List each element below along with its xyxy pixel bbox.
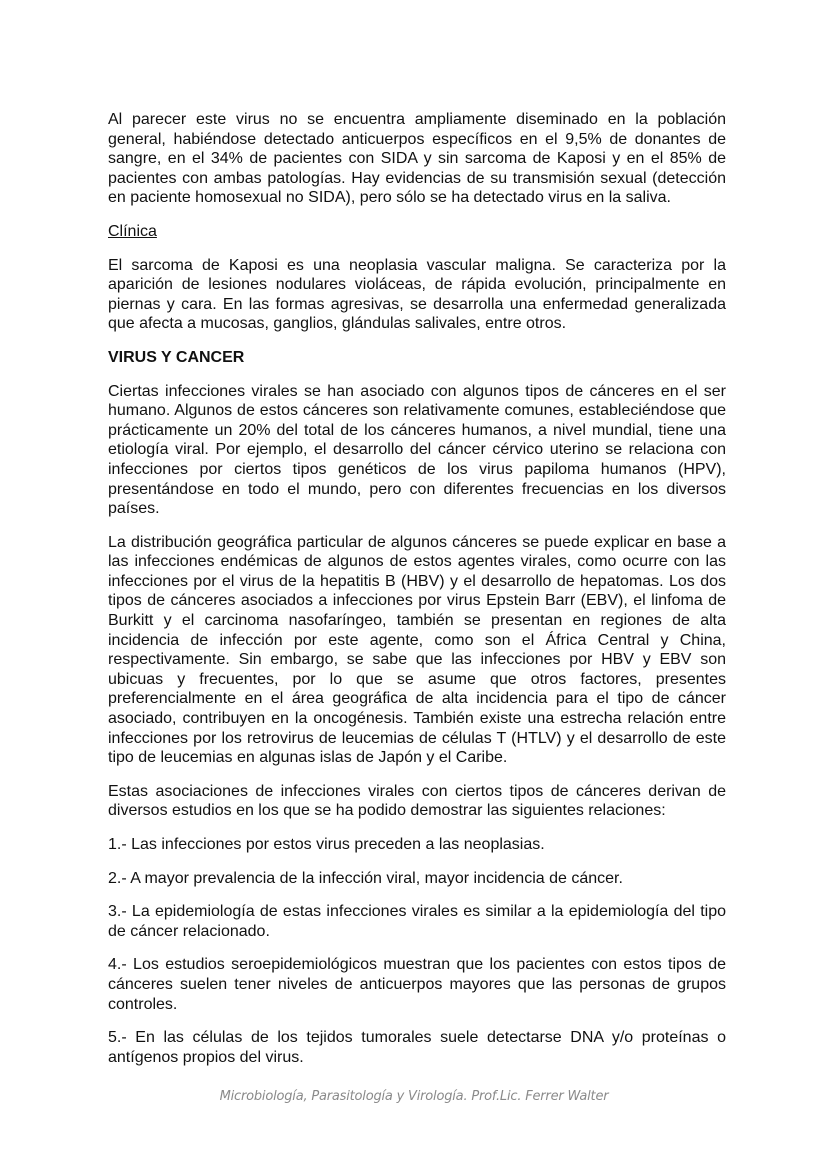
document-body bbox=[108, 110, 726, 1081]
list-item: 2.- A mayor prevalencia de la infección viral, mayor incidencia de cáncer. bbox=[108, 869, 623, 887]
list-item: 4.- Los estudios seroepidemiológicos muestran que los pacientes con estos tipos de cánceres suelen tener niveles de anticuerpos mayores que las personas de grupos controles. bbox=[108, 956, 726, 1013]
paragraph-virus-3: Estas asociaciones de infecciones virales con ciertos tipos de cánceres derivan de diversos estudios en los que se ha podido demostrar las siguientes relaciones: bbox=[108, 782, 726, 820]
list-item: 3.- La epidemiología de estas infecciones virales es similar a la epidemiología del tipo de cáncer relacionado. bbox=[108, 903, 726, 940]
list-item: 1.- Las infecciones por estos virus preceden a las neoplasias. bbox=[108, 836, 545, 853]
paragraph-virus-2: La distribución geográfica particular de algunos cánceres se puede explicar en base a las infecciones endémicas de algunos de estos agentes virales, como ocurre con las infecciones por el virus de la hepatitis B (HBV) y el desarrollo de hepatomas. Los dos tipos de cánceres asociados a infecciones por virus Epstein Barr (EBV), el linfoma de Burkitt y el carcinoma nasofaríngeo, también se presentan en regiones de alta incidencia de infección por este agente, como son el África Central y China, respectivamente. Sin embargo, se sabe que las infecciones por HBV y EBV son ubicuas y frecuentes, por lo que se asume que otros factores, presentes preferencialmente en el área geográfica de alta incidencia para el tipo de cáncer asociado, contribuyen en la oncogénesis. También existe una estrecha relación entre infecciones por los retrovirus de leucemias de células T (HTLV) y el desarrollo de este tipo de leucemias en algunas islas de Japón y el Caribe. bbox=[108, 533, 726, 767]
list-item: 5.- En las células de los tejidos tumorales suele detectarse DNA y/o proteínas o antígenos propios del virus. bbox=[108, 1029, 726, 1066]
paragraph-intro: Al parecer este virus no se encuentra ampliamente diseminado en la población general, habiéndose detectado anticuerpos específicos en el 9,5% de donantes de sangre, en el 34% de pacientes con SIDA y sin sarcoma de Kaposi y en el 85% de pacientes con ambas patologías. Hay evidencias de su transmisión sexual (detección en paciente homosexual no SIDA), pero sólo se ha detectado virus en la saliva. bbox=[108, 111, 726, 207]
section-heading-virus-cancer: VIRUS Y CANCER bbox=[108, 348, 245, 366]
paragraph-virus-1: Ciertas infecciones virales se han asociado con algunos tipos de cánceres en el ser humano. Algunos de estos cánceres son relativamente comunes, estableciéndose que prácticamente un 20% del total de los cánceres humanos, a nivel mundial, tiene una etiología viral. Por ejemplo, el desarrollo del cáncer cérvico uterino se relaciona con infecciones por ciertos tipos genéticos de los virus papiloma humanos (HPV), presentándose en todo el mundo, pero con diferentes frecuencias en los diversos países. bbox=[108, 382, 726, 518]
page-footer: Microbiología, Parasitología y Virología. Prof.Lic. Ferrer Walter bbox=[219, 1089, 609, 1104]
paragraph-clinica: El sarcoma de Kaposi es una neoplasia vascular maligna. Se caracteriza por la aparición de lesiones nodulares violáceas, de rápida evolución, principalmente en piernas y cara. En las formas agresivas, se desarrolla una enfermedad generalizada que afecta a mucosas, ganglios, glándulas salivales, entre otros. bbox=[108, 256, 726, 333]
section-heading-clinica: Clínica bbox=[108, 222, 157, 240]
